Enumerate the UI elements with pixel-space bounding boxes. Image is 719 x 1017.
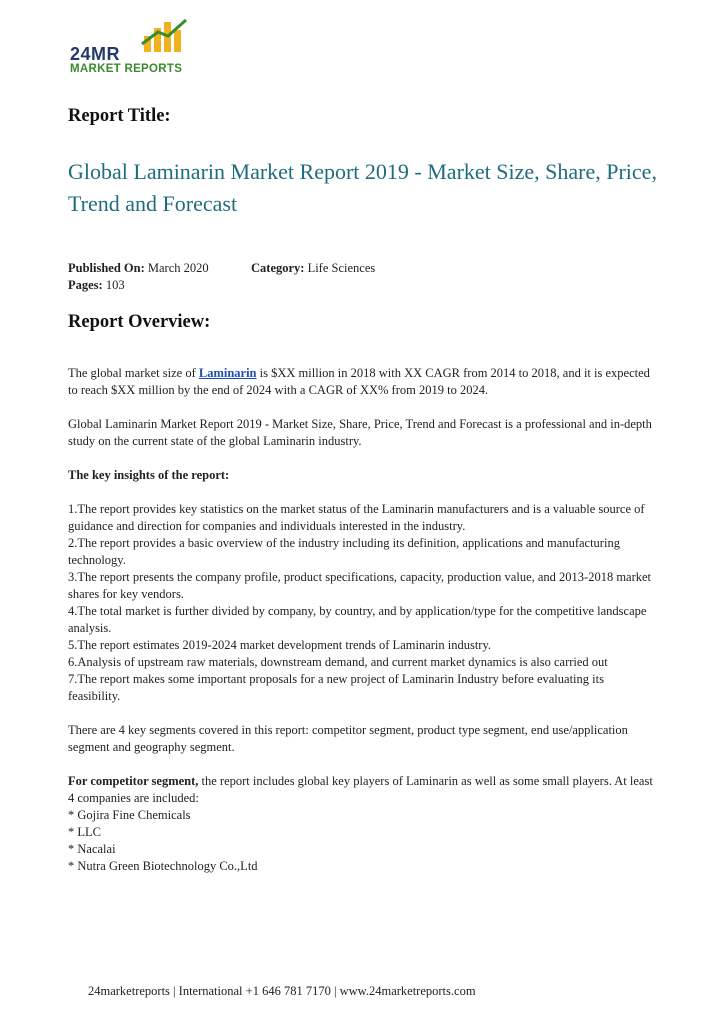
category: [251, 261, 375, 276]
company-item: * Gojira Fine Chemicals: [68, 808, 191, 822]
company-item: * LLC: [68, 825, 101, 839]
published-on: [68, 261, 209, 276]
intro-post: is $XX million in 2018 with XX CAGR from 2014 to 2018, and it is expected to reach $XX million by the end of 2024 with a CAGR of XX% from 2019 to 2024.: [68, 366, 650, 397]
pages-value: 103: [105, 278, 125, 292]
insight-item: 3.The report presents the company profile, product specifications, capacity, production value, and 2013-2018 market shares for key vendors.: [68, 570, 652, 601]
pages-label: Pages:: [68, 278, 103, 292]
insight-item: 6.Analysis of upstream raw materials, downstream demand, and current market dynamics is also carried out: [68, 655, 608, 669]
company-item: * Nutra Green Biotechnology Co.,Ltd: [68, 859, 258, 873]
company-logo: [70, 18, 220, 78]
intro-pre: The global market size of: [68, 366, 199, 380]
insights-heading: The key insights of the report:: [68, 468, 230, 482]
logo-bars-icon: [140, 18, 190, 54]
insight-item: 7.The report makes some important proposals for a new project of Laminarin Industry before evaluating its feasibility.: [68, 672, 604, 703]
category-value: Life Sciences: [307, 261, 376, 275]
study-paragraph: Global Laminarin Market Report 2019 - Market Size, Share, Price, Trend and Forecast is a professional and in-depth study on the current state of the global Laminarin industry.: [68, 417, 652, 448]
overview-body: [68, 365, 658, 875]
intro-paragraph: [68, 365, 658, 399]
company-item: * Nacalai: [68, 842, 116, 856]
category-label: Category:: [251, 261, 305, 275]
insight-item: 5.The report estimates 2019-2024 market development trends of Laminarin industry.: [68, 638, 492, 652]
insight-item: 1.The report provides key statistics on the market status of the Laminarin manufacturers and is a valuable source of guidance and direction for companies and individuals interested in the industry.: [68, 502, 645, 533]
published-value: March 2020: [147, 261, 209, 275]
competitor-text: the report includes global key players of Laminarin as well as some small players. At least 4 companies are included:: [68, 774, 653, 805]
overview-heading: Report Overview:: [68, 312, 211, 332]
page-footer: 24marketreports | International +1 646 781 7170 | www.24marketreports.com: [88, 984, 476, 998]
report-title: Global Laminarin Market Report 2019 - Market Size, Share, Price, Trend and Forecast: [68, 159, 657, 216]
laminarin-link[interactable]: Laminarin: [198, 366, 257, 380]
pages: [68, 278, 125, 293]
insight-item: 2.The report provides a basic overview of the industry including its definition, applications and manufacturing technology.: [68, 536, 620, 567]
published-label: Published On:: [68, 261, 145, 275]
competitor-paragraph: [68, 773, 658, 807]
insight-item: 4.The total market is further divided by company, by country, and by application/type for the competitive landscape analysis.: [68, 604, 647, 635]
competitor-label: For competitor segment,: [68, 774, 199, 788]
logo-subtitle: MARKET REPORTS: [70, 63, 183, 75]
segments-paragraph: There are 4 key segments covered in this report: competitor segment, product type segment, end use/application segment and geography segment.: [68, 723, 628, 754]
report-title-label: Report Title:: [68, 106, 171, 126]
logo-brand: 24MR: [70, 44, 121, 64]
